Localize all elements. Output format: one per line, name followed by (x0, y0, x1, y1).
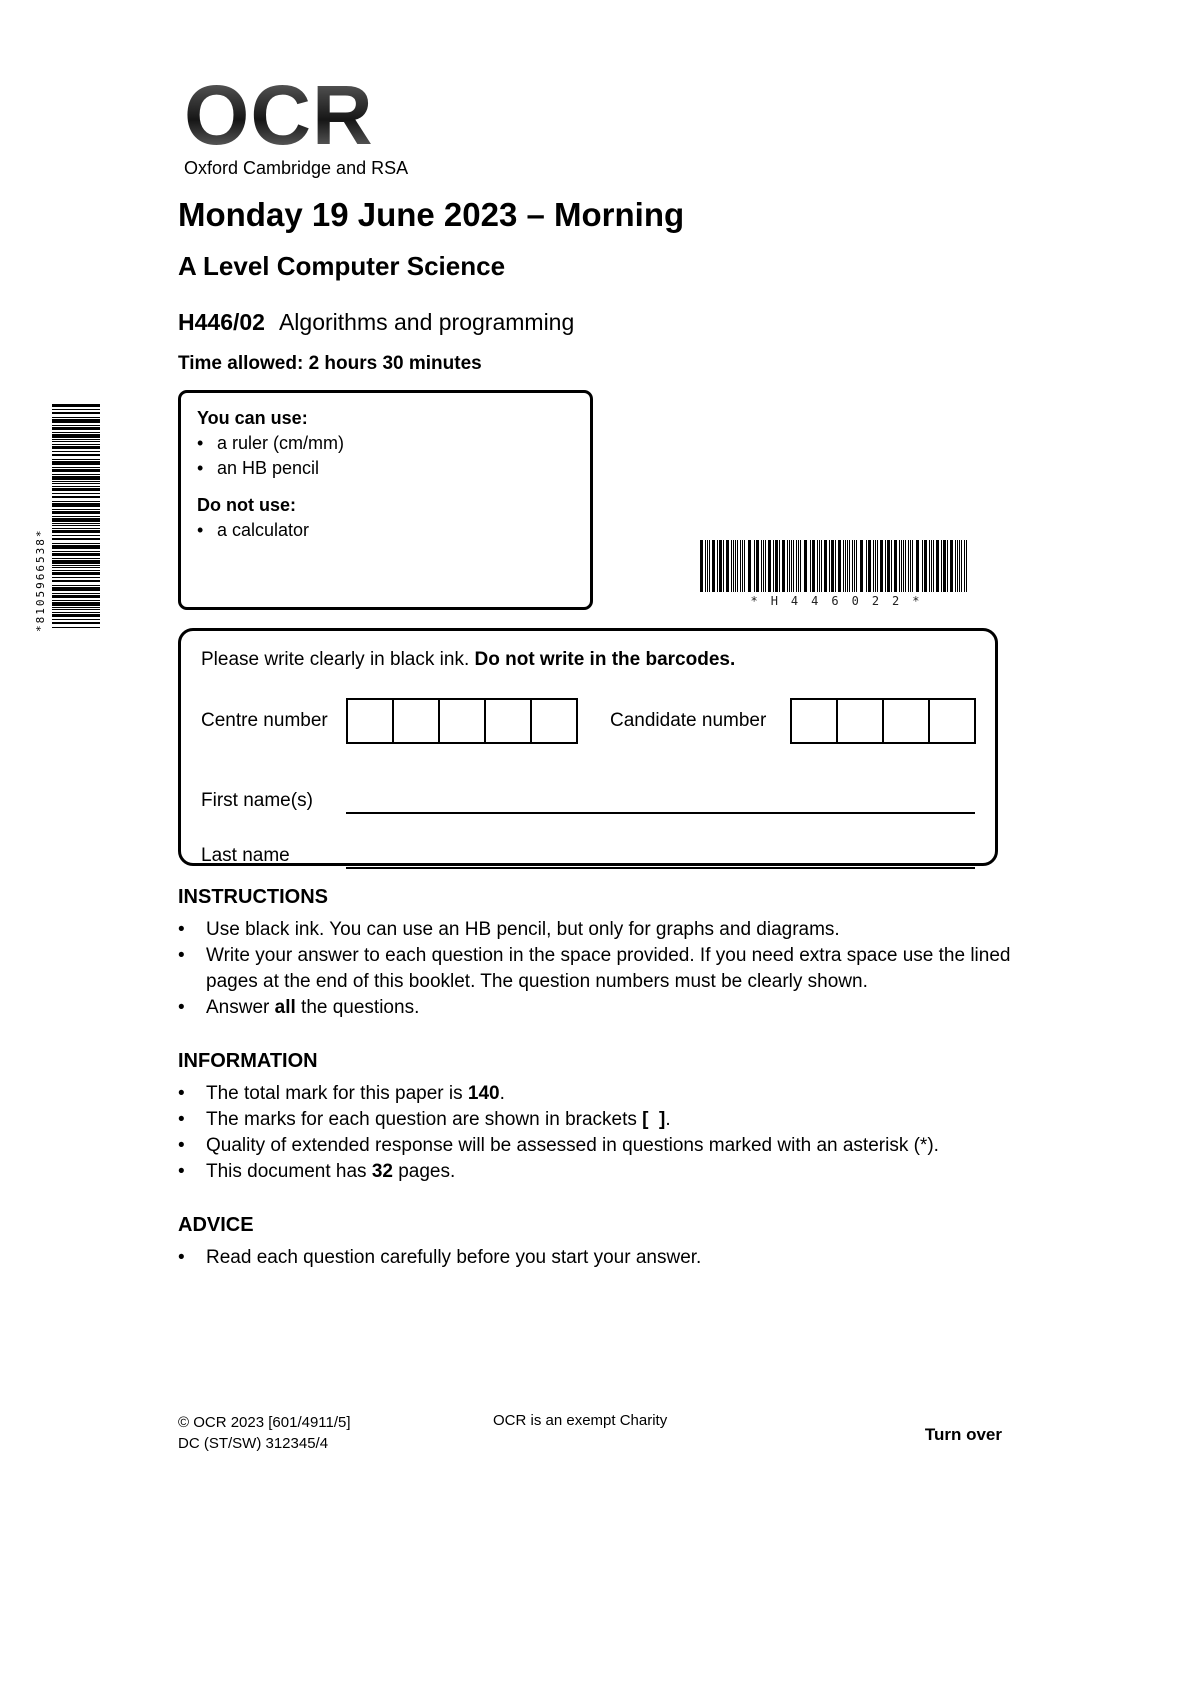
advice-list (178, 1245, 1014, 1271)
barcode-bar (52, 488, 100, 491)
barcode-bar (941, 540, 942, 592)
barcode-bar (908, 540, 909, 592)
barcode-bar (52, 530, 100, 533)
barcode-bar (782, 540, 785, 592)
barcode-bar (754, 540, 755, 592)
barcode-bar (796, 540, 797, 592)
barcode-bar (52, 412, 100, 414)
bullet-icon: • (178, 1135, 185, 1156)
instructions-heading: INSTRUCTIONS (178, 886, 328, 908)
barcode-bar (912, 540, 913, 592)
barcode-bar (829, 540, 830, 592)
left-barcode (34, 404, 100, 632)
bullet-icon: • (178, 1109, 185, 1130)
bullet-item (197, 431, 574, 456)
barcode-bar (901, 540, 902, 592)
barcode-bar (52, 595, 100, 598)
barcode-bar (52, 565, 100, 566)
bullet-item (197, 456, 574, 481)
barcode-bar (723, 540, 724, 592)
left-barcode-text: *8105966538* (34, 528, 47, 632)
barcode-bar (52, 409, 100, 410)
barcode-bar (52, 612, 100, 613)
barcode-bar (761, 540, 762, 592)
number-cell[interactable] (928, 698, 976, 744)
barcode-bar (866, 540, 867, 592)
barcode-bar (924, 540, 927, 592)
ocr-logo-text: OCR (184, 76, 408, 156)
bullet-text: a ruler (cm/mm) (217, 433, 344, 453)
bullet-item (178, 1245, 1014, 1271)
barcode-bar (52, 600, 100, 601)
barcode-bar (52, 545, 100, 549)
bullet-text: Use black ink. You can use an HB pencil, but only for graphs and diagrams. (206, 919, 840, 940)
advice-heading: ADVICE (178, 1214, 254, 1236)
paper-code: H446/02 (178, 309, 265, 335)
barcode-bar (52, 496, 100, 498)
barcode-bar (52, 523, 100, 524)
instructions-list (178, 917, 1014, 1021)
barcode-bar (52, 528, 100, 529)
first-name-label: First name(s) (201, 790, 313, 811)
materials-box (178, 390, 593, 610)
barcode-bar (52, 560, 100, 564)
barcode-bar (52, 516, 100, 517)
barcode-bar (52, 511, 100, 514)
barcode-bar (868, 540, 871, 592)
barcode-bar (763, 540, 764, 592)
barcode-bar (831, 540, 834, 592)
barcode-bar (52, 432, 100, 433)
barcode-bar (810, 540, 811, 592)
header (178, 196, 1018, 375)
barcode-bar (52, 474, 100, 475)
bullet-item (178, 917, 1014, 943)
ink-notice-text: Please write clearly in black ink. (201, 649, 475, 670)
number-cell[interactable] (790, 698, 838, 744)
bullet-text: Read each question carefully before you start your answer. (206, 1247, 702, 1268)
bullet-icon: • (197, 458, 204, 478)
barcode-bar (52, 417, 100, 418)
information-list (178, 1081, 1014, 1185)
barcode-bar (875, 540, 876, 592)
right-barcode-bars (700, 540, 970, 592)
barcode-bar (931, 540, 932, 592)
barcode-bar (852, 540, 853, 592)
barcode-bar (955, 540, 956, 592)
qualification-title: A Level Computer Science (178, 251, 506, 281)
bullet-text: a calculator (217, 520, 310, 540)
bullet-item (178, 1107, 1014, 1133)
barcode-bar (52, 476, 100, 480)
numbers-row (201, 698, 975, 744)
bullet-text: Write your answer to each question in the space provided. If you need extra space use the lined pages at the end of this booklet. The question numbers must be clearly shown. (206, 945, 1011, 992)
barcode-bar (52, 439, 100, 440)
barcode-bar (733, 540, 734, 592)
barcode-bar (744, 540, 745, 592)
barcode-bar (849, 540, 850, 592)
barcode-bar (950, 540, 953, 592)
barcode-bar (740, 540, 741, 592)
last-name-input-line[interactable] (346, 843, 975, 869)
barcode-bar (52, 469, 100, 472)
barcode-bar (894, 540, 897, 592)
dc-code-line: DC (ST/SW) 312345/4 (178, 1435, 329, 1452)
ink-notice-bold-text: Do not write in the barcodes. (474, 649, 736, 670)
barcode-bar (717, 540, 718, 592)
barcode-bar (52, 461, 100, 465)
bullet-icon: • (197, 433, 204, 453)
barcode-bar (52, 501, 100, 502)
barcode-bar (52, 481, 100, 482)
bullet-text: an HB pencil (217, 458, 320, 478)
bullet-icon: • (178, 1247, 185, 1268)
bullet-text: The total mark for this paper is 140. (206, 1083, 505, 1104)
can-use-label: You can use: (197, 408, 308, 428)
text-sections (178, 884, 1014, 1298)
last-name-row (201, 843, 975, 869)
barcode-bar (845, 540, 846, 592)
paper-name: Algorithms and programming (278, 309, 575, 335)
barcode-bar (52, 425, 100, 426)
number-cell[interactable] (882, 698, 930, 744)
paper-line (178, 309, 1018, 336)
bullet-text: Quality of extended response will be assessed in questions marked with an asterisk (*). (206, 1135, 939, 1156)
barcode-bar (936, 540, 939, 592)
bullet-item (197, 518, 574, 543)
do-not-use-list (197, 518, 574, 543)
barcode-bar (891, 540, 892, 592)
barcode-bar (817, 540, 818, 592)
barcode-bar (887, 540, 890, 592)
candidate-details-box (178, 628, 998, 866)
barcode-bar (910, 540, 911, 592)
ocr-logo (184, 68, 409, 179)
barcode-bar (957, 540, 958, 592)
number-cell[interactable] (392, 698, 440, 744)
barcode-bar (52, 454, 100, 456)
ink-notice (201, 649, 975, 671)
bullet-item (178, 1159, 1014, 1185)
left-barcode-bars (52, 404, 100, 632)
barcode-bar (756, 540, 759, 592)
footer (178, 1412, 1002, 1454)
barcode-bar (800, 540, 801, 592)
barcode-bar (765, 540, 766, 592)
barcode-bar (705, 540, 706, 592)
centre-number-cells (346, 698, 578, 744)
barcode-bar (943, 540, 946, 592)
barcode-bar (877, 540, 878, 592)
barcode-bar (847, 540, 848, 592)
barcode-bar (52, 509, 100, 510)
bullet-text: The marks for each question are shown in brackets [ ]. (206, 1109, 671, 1130)
bullet-icon: • (178, 945, 185, 966)
bullet-icon: • (178, 1083, 185, 1104)
barcode-bar (742, 540, 743, 592)
charity-note: OCR is an exempt Charity (493, 1412, 668, 1429)
instructions-section (178, 884, 1014, 1021)
barcode-bar (52, 607, 100, 608)
barcode-bar (779, 540, 780, 592)
barcode-bar (712, 540, 715, 592)
number-cell[interactable] (484, 698, 532, 744)
information-heading: INFORMATION (178, 1050, 318, 1072)
barcode-bar (52, 518, 100, 522)
barcode-bar (52, 467, 100, 468)
barcode-bar (52, 580, 100, 582)
barcode-bar (916, 540, 919, 592)
right-barcode-text: *H446022* (750, 594, 933, 608)
barcode-bar (775, 540, 778, 592)
barcode-bar (52, 619, 100, 620)
information-section (178, 1048, 1014, 1185)
barcode-bar (835, 540, 836, 592)
right-barcode (700, 540, 970, 608)
barcode-bar (52, 577, 100, 578)
barcode-bar (966, 540, 967, 592)
do-not-use-label: Do not use: (197, 495, 296, 515)
barcode-bar (52, 459, 100, 460)
barcode-bar (52, 572, 100, 575)
barcode-bar (52, 538, 100, 540)
barcode-bar (52, 535, 100, 536)
turn-over-label: Turn over (924, 1425, 1002, 1444)
barcode-bar (52, 585, 100, 586)
number-cell[interactable] (438, 698, 486, 744)
copyright-line: © OCR 2023 [601/4911/5] (178, 1414, 351, 1431)
barcode-bar (903, 540, 904, 592)
first-name-row (201, 788, 975, 814)
barcode-bar (929, 540, 930, 592)
barcode-bar (787, 540, 788, 592)
barcode-bar (860, 540, 863, 592)
barcode-bar (52, 451, 100, 452)
barcode-bar (798, 540, 799, 592)
barcode-bar (52, 622, 100, 624)
barcode-bar (726, 540, 729, 592)
number-cell[interactable] (346, 698, 394, 744)
candidate-number-label: Candidate number (610, 710, 767, 731)
barcode-bar (922, 540, 923, 592)
barcode-bar (52, 419, 100, 423)
barcode-bar (748, 540, 751, 592)
barcode-bar (964, 540, 965, 592)
barcode-bar (52, 503, 100, 507)
advice-section (178, 1212, 1014, 1271)
barcode-bar (905, 540, 906, 592)
last-name-label: Last name (201, 845, 290, 866)
barcode-bar (812, 540, 815, 592)
barcode-bar (899, 540, 900, 592)
barcode-bar (52, 614, 100, 617)
barcode-bar (961, 540, 962, 592)
barcode-bar (52, 553, 100, 556)
barcode-bar (737, 540, 738, 592)
bullet-item (178, 943, 1014, 995)
bullet-text: This document has 32 pages. (206, 1161, 456, 1182)
number-cell[interactable] (836, 698, 884, 744)
barcode-bar (773, 540, 774, 592)
number-cell[interactable] (530, 698, 578, 744)
barcode-bar (52, 404, 100, 407)
barcode-bar (885, 540, 886, 592)
barcode-bar (819, 540, 820, 592)
barcode-bar (700, 540, 703, 592)
barcode-bar (793, 540, 794, 592)
barcode-bar (959, 540, 960, 592)
barcode-bar (52, 483, 100, 484)
barcode-bar (873, 540, 874, 592)
bullet-item (178, 1081, 1014, 1107)
barcode-bar (52, 551, 100, 552)
barcode-bar (854, 540, 855, 592)
barcode-bar (52, 441, 100, 442)
barcode-bar (52, 570, 100, 571)
time-allowed: Time allowed: 2 hours 30 minutes (178, 353, 482, 374)
bullet-item (178, 1133, 1014, 1159)
barcode-bar (52, 493, 100, 494)
barcode-bar (52, 543, 100, 544)
barcode-bar (838, 540, 841, 592)
bullet-icon: • (178, 1161, 185, 1182)
bullet-item (178, 995, 1014, 1021)
barcode-bar (804, 540, 807, 592)
bullet-icon: • (178, 919, 185, 940)
page-title: Monday 19 June 2023 – Morning (178, 196, 685, 233)
barcode-bar (52, 602, 100, 606)
barcode-bar (52, 567, 100, 568)
bullet-icon: • (178, 997, 185, 1018)
barcode-bar (789, 540, 790, 592)
footer-imprint (178, 1412, 493, 1454)
barcode-bar (707, 540, 708, 592)
barcode-bar (856, 540, 857, 592)
barcode-bar (735, 540, 736, 592)
barcode-bar (709, 540, 710, 592)
barcode-bar (52, 427, 100, 430)
barcode-bar (52, 609, 100, 610)
barcode-bar (933, 540, 934, 592)
barcode-bar (52, 486, 100, 487)
barcode-bar (52, 558, 100, 559)
barcode-bar (52, 446, 100, 449)
bullet-text: Answer all the questions. (206, 997, 420, 1018)
barcode-bar (791, 540, 792, 592)
barcode-bar (52, 587, 100, 591)
barcode-bar (947, 540, 948, 592)
barcode-bar (880, 540, 883, 592)
candidate-number-cells (790, 698, 976, 744)
can-use-list (197, 431, 574, 481)
barcode-bar (52, 525, 100, 526)
barcode-bar (719, 540, 722, 592)
first-name-input-line[interactable] (346, 788, 975, 814)
barcode-bar (843, 540, 844, 592)
barcode-bar (52, 593, 100, 594)
centre-number-label: Centre number (201, 710, 328, 731)
ocr-logo-tagline: Oxford Cambridge and RSA (184, 157, 409, 178)
barcode-bar (824, 540, 827, 592)
barcode-bar (821, 540, 822, 592)
barcode-bar (52, 434, 100, 438)
barcode-bar (731, 540, 732, 592)
barcode-bar (52, 444, 100, 445)
barcode-bar (52, 627, 100, 628)
bullet-icon: • (197, 520, 204, 540)
barcode-bar (768, 540, 771, 592)
